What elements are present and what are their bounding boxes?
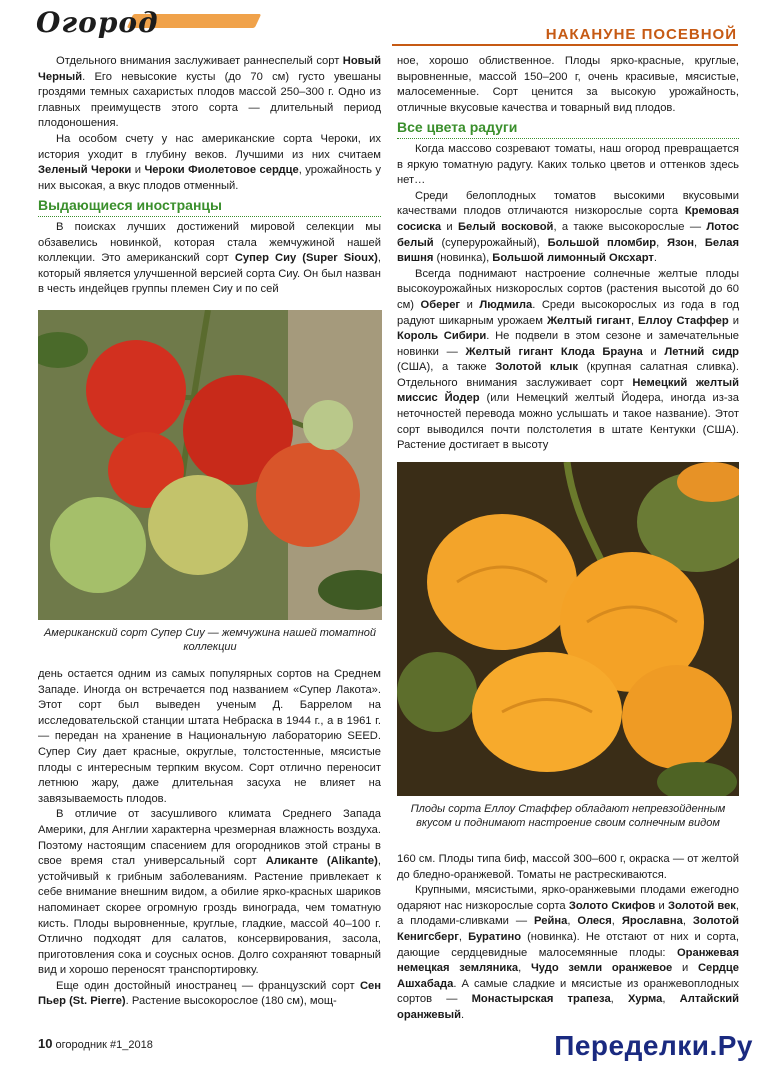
- text-run: ,: [518, 962, 531, 975]
- text-run: , урожайность у них высокая, а вкус плодов отменный.: [38, 164, 382, 192]
- variety-name: Король Сибири: [397, 330, 487, 343]
- text-run: Еще один достойный иностранец — французский сорт: [56, 979, 360, 992]
- variety-name: Оранжевая немецкая земляника: [397, 946, 739, 975]
- paragraph: [397, 189, 739, 267]
- photo-caption: Плоды сорта Еллоу Стаффер обладают непревзойденным вкусом и поднимают настроение своим солнечным видом: [410, 803, 726, 829]
- page-footer: [38, 1036, 153, 1051]
- text-run: Когда массово созревают томаты, наш огород превращается в яркую томатную радугу. Каких только цветов и оттенков здесь нет…: [397, 142, 739, 187]
- variety-name: Аликанте (Alikante): [265, 855, 378, 868]
- text-run: и: [655, 899, 668, 912]
- variety-name: Золотой Кенигсберг: [397, 915, 740, 943]
- paragraph: [38, 132, 381, 194]
- header-divider: [392, 44, 738, 46]
- paragraph: [397, 883, 739, 1023]
- paragraph: [397, 54, 739, 116]
- text-run: В отличие от засушливого климата Среднего Запада Америки, для Англии характерна чрезмерная влажность воздуха. Поэтому настоящим спасением для огородников этой страны в свое время стал универсальный сорт: [38, 808, 381, 868]
- text-run: . Растение высокорослое (180 см), мощ-: [125, 995, 337, 1008]
- text-run: ,: [630, 314, 639, 327]
- variety-name: Еллоу Стаффер: [638, 314, 729, 327]
- photo-super-sioux-tomatoes: [38, 310, 382, 620]
- variety-name: Лотос белый: [397, 220, 739, 249]
- photo-yellow-stuffer-tomatoes: [397, 462, 739, 796]
- variety-name: Большой лимонный Оксхарт: [492, 252, 654, 265]
- text-run: день остается одним из самых популярных сортов на Среднем Западе. Иногда он встречается под названием «Супер Лакота». Этот сорт был выведен ученым Д. Баррелом на исследовательской станции штата Небраска в 1944 г., а в 1961 г. — передан на хранение в Национальную лабораторию SEED. Супер Сиу дает красные, округлые, толстостенные, мясистые плоды с интересным терпким вкусом. Сорт отлично переносит летнюю жару, даже длительная засуха не влияет на завязываемость плодов.: [38, 668, 381, 805]
- text-run: ,: [693, 236, 705, 249]
- text-run: , устойчивый к грибным заболеваниям. Растение привлекает к себе внимание внешним видом, а обилие ярко-красных шариков напоминает скорее огромную гроздь винограда, чем томатную кисть. Плоды выровненные, круглые, гладкие, массой 40–100 г. Отлично подходят для салатов, консервирования, засола, приготовления сока и соусных основ. Долго сохраняют товарный вид и хорошо переносят транспортировку.: [38, 855, 381, 977]
- text-run: (или Немецкий желтый Йодера, иногда из-за неточностей перевода можно услышать и такое название). Этот сорт выводился почти полстолетия в штате Кентукки (США). Растение достигает в высоту: [397, 392, 739, 452]
- paragraph: [397, 267, 739, 454]
- variety-name: Золотой клык: [495, 361, 578, 374]
- page-number: 10: [38, 1036, 53, 1051]
- variety-name: Чудо земли оранжевое: [530, 962, 673, 975]
- variety-name: Рейна: [534, 915, 568, 928]
- magazine-issue: огородник #1_2018: [55, 1039, 153, 1051]
- variety-name: Золотой век: [667, 899, 736, 912]
- text-run: . Его невысокие кусты (до 70 см) густо увешаны гроздями темных сахаристых плодов массой 250–300 г. Одно из главных преимуществ этого сорта — длительный период плодоношения.: [38, 70, 381, 130]
- variety-name: Золото Скифов: [568, 899, 656, 912]
- text-run: 160 см. Плоды типа биф, массой 300–600 г, окраска — от желтой до бледно-оранжевой. Томаты не растрескиваются.: [397, 853, 739, 881]
- paragraph: [397, 852, 739, 883]
- text-run: ,: [611, 915, 622, 928]
- paragraph: [38, 667, 381, 807]
- paragraph: [38, 54, 381, 132]
- text-run: и: [441, 220, 458, 233]
- paragraph: [38, 807, 381, 979]
- column-right-bottom: [397, 852, 739, 1024]
- text-run: , а плодами-сливками —: [397, 899, 740, 928]
- text-run: ,: [567, 915, 578, 928]
- text-run: и: [728, 314, 739, 327]
- column-left-top: [38, 54, 381, 298]
- text-run: и: [460, 298, 480, 311]
- text-run: , который является улучшенной версией сорта Сиу. Он был назван в честь индейцев группы племен Сиу и по сей: [38, 252, 381, 296]
- paragraph: [397, 142, 739, 189]
- variety-name: Буратино: [468, 930, 522, 943]
- variety-name: Монастырская трапеза: [471, 993, 611, 1006]
- text-run: Крупными, мясистыми, ярко-оранжевыми плодами ежегодно одаряют нас низкорослые сорта: [397, 884, 739, 912]
- variety-name: Новый Черный: [38, 55, 381, 83]
- site-watermark: Переделки.Ру: [554, 1030, 753, 1061]
- variety-name: Зеленый Чероки: [38, 164, 132, 177]
- rubric-title: Огород: [36, 6, 159, 39]
- variety-name: Большой пломбир: [547, 236, 657, 249]
- text-run: ,: [458, 930, 469, 943]
- variety-name: Кремовая сосиска: [397, 205, 739, 233]
- variety-name: Немецкий желтый миссис Йодер: [397, 376, 739, 405]
- text-run: и: [131, 164, 145, 177]
- subheading: Все цвета радуги: [397, 120, 739, 139]
- paragraph: [38, 979, 381, 1010]
- text-run: ,: [656, 236, 668, 249]
- page-header: [0, 0, 763, 50]
- text-run: (США), а также: [397, 361, 496, 374]
- variety-name: Оберег: [420, 298, 461, 311]
- variety-name: Желтый гигант: [546, 314, 631, 327]
- text-run: , а также высокорослые —: [553, 220, 707, 233]
- text-run: .: [460, 1008, 465, 1021]
- text-run: (новинка),: [433, 252, 493, 265]
- variety-name: Белая вишня: [397, 236, 739, 265]
- text-run: . Не подвели в этом сезоне и замечательные новинки —: [397, 330, 739, 358]
- variety-name: Олеся: [577, 915, 612, 928]
- text-run: и: [642, 345, 665, 358]
- variety-name: Хурма: [627, 993, 663, 1006]
- column-left-bottom: [38, 667, 381, 1010]
- text-run: ,: [610, 993, 628, 1006]
- text-run: ,: [682, 915, 693, 928]
- column-right-top: [397, 54, 739, 454]
- text-run: и: [672, 962, 698, 975]
- variety-name: Чероки Фиолетовое сердце: [144, 164, 299, 177]
- text-run: .: [653, 252, 657, 265]
- text-run: ное, хорошо облиственное. Плоды ярко-красные, круглые, выровненные, массой 150–200 г, очень красивые, мясистые, малосеменные. Сорт ценится за высокую урожайность, отличные вкусовые качества и товарный вид плодов.: [397, 55, 739, 114]
- variety-name: Летний сидр: [664, 345, 740, 358]
- text-run: ,: [662, 993, 680, 1006]
- text-run: . Среди высокорослых из года в год радуют шикарным урожаем: [397, 298, 739, 327]
- paragraph: [38, 220, 381, 298]
- variety-name: Язон: [667, 236, 694, 249]
- text-run: В поисках лучших достижений мировой селекции мы обзавелись новинкой, которая стала жемчужиной нашей коллекции. Это американский сорт: [38, 220, 381, 265]
- variety-name: Людмила: [479, 298, 533, 311]
- variety-name: Супер Сиу (Super Sioux): [234, 252, 378, 265]
- subheading: Выдающиеся иностранцы: [38, 198, 381, 217]
- text-run: (новинка). Не отстают от них и сорта, дающие сердцевидные малосемянные плоды:: [397, 930, 739, 959]
- variety-name: Сердце Ашхабада: [397, 962, 739, 990]
- section-label: НАКАНУНЕ ПОСЕВНОЙ: [545, 26, 737, 43]
- variety-name: Ярославна: [621, 915, 683, 928]
- text-run: . А самые сладкие и мясистые из оранжевоплодных сортов —: [397, 977, 739, 1006]
- photo-caption: Американский сорт Супер Сиу — жемчужина нашей томатной коллекции: [43, 627, 377, 653]
- variety-name: Сен Пьер (St. Pierre): [38, 979, 381, 1008]
- variety-name: Желтый гигант Клода Брауна: [465, 345, 643, 358]
- text-run: Среди белоплодных томатов высокими вкусовыми качествами плодов отличаются низкорослые сорта: [397, 189, 739, 218]
- text-run: (суперурожайный),: [433, 236, 548, 249]
- text-run: (крупная салатная сливка). Отдельного внимания заслуживает сорт: [397, 361, 739, 389]
- text-run: Всегда поднимают настроение солнечные желтые плоды высокоурожайных низкорослых сортов (растения высотой до 60 см): [397, 267, 739, 311]
- variety-name: Белый восковой: [457, 220, 554, 233]
- variety-name: Алтайский оранжевый: [397, 993, 739, 1021]
- text-run: Отдельного внимания заслуживает раннеспелый сорт: [56, 55, 343, 67]
- text-run: На особом счету у нас американские сорта Чероки, их история уходит в глубину веков. Лучшими из них считаем: [38, 132, 381, 161]
